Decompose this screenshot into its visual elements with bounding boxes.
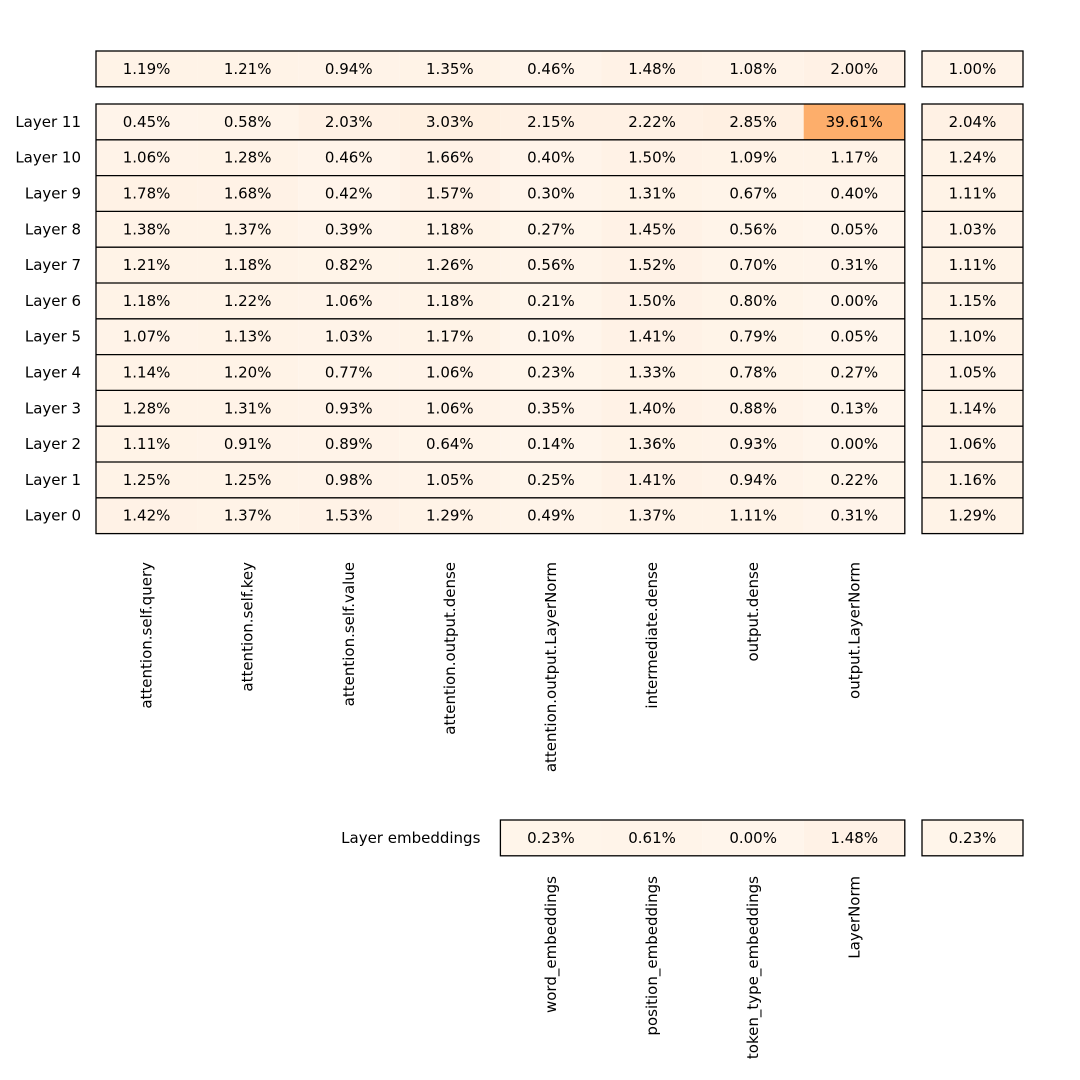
heatmap-value: 1.53%: [324, 506, 373, 525]
heatmap-value: 0.79%: [729, 327, 777, 346]
row-label: Layer 7: [24, 256, 81, 275]
heatmap-value: 1.21%: [122, 256, 171, 275]
heatmap-value: 0.98%: [324, 470, 373, 489]
heatmap-value: 1.38%: [122, 220, 171, 239]
heatmap-value: 0.93%: [324, 399, 373, 418]
heatmap-value: 0.05%: [830, 220, 879, 239]
row-label: Layer 0: [24, 506, 81, 525]
heatmap-value: 0.56%: [729, 220, 777, 239]
heatmap-value: 1.68%: [223, 184, 272, 203]
heatmap-value: 0.82%: [324, 256, 373, 275]
heatmap-value: 1.36%: [628, 435, 676, 454]
heatmap-value: 1.37%: [223, 220, 272, 239]
row-total-value: 1.03%: [948, 220, 997, 239]
heatmap-value: 0.56%: [527, 256, 575, 275]
heatmap-value: 1.52%: [628, 256, 676, 275]
column-label: output.LayerNorm: [845, 562, 864, 699]
heatmap-value: 0.80%: [729, 291, 777, 310]
heatmap-value: 2.85%: [729, 112, 777, 131]
column-label: attention.output.dense: [440, 562, 459, 735]
embedding-value: 1.48%: [830, 828, 879, 847]
row-label: Layer 10: [15, 148, 81, 167]
heatmap-value: 1.06%: [426, 363, 474, 382]
heatmap-value: 1.22%: [223, 291, 272, 310]
heatmap-value: 0.22%: [830, 470, 879, 489]
column-total-value: 1.21%: [223, 59, 272, 78]
heatmap-value: 0.25%: [527, 470, 575, 489]
heatmap-value: 1.29%: [426, 506, 474, 525]
heatmap-value: 1.33%: [628, 363, 676, 382]
heatmap-value: 0.13%: [830, 399, 879, 418]
heatmap-value: 0.64%: [426, 435, 474, 454]
heatmap-value: 0.42%: [324, 184, 373, 203]
column-total-value: 1.19%: [122, 59, 171, 78]
heatmap-value: 3.03%: [426, 112, 474, 131]
column-label: attention.output.LayerNorm: [541, 562, 560, 773]
row-total-value: 1.24%: [948, 148, 997, 167]
heatmap-value: 0.94%: [729, 470, 777, 489]
heatmap-value: 1.28%: [223, 148, 272, 167]
heatmap-value: 1.37%: [628, 506, 676, 525]
heatmap-value: 0.40%: [830, 184, 879, 203]
heatmap-value: 1.50%: [628, 291, 676, 310]
column-total-value: 1.08%: [729, 59, 777, 78]
heatmap-value: 0.40%: [527, 148, 575, 167]
row-total-value: 1.06%: [948, 435, 997, 454]
heatmap-value: 1.50%: [628, 148, 676, 167]
row-total-value: 1.16%: [948, 470, 997, 489]
row-label: Layer 4: [24, 363, 81, 382]
heatmap-value: 1.13%: [223, 327, 272, 346]
embedding-value: 0.23%: [527, 828, 575, 847]
row-label: Layer 9: [24, 184, 81, 203]
heatmap-value: 1.09%: [729, 148, 777, 167]
row-label: Layer 1: [24, 470, 81, 489]
heatmap-value: 1.45%: [628, 220, 676, 239]
heatmap-value: 1.41%: [628, 327, 676, 346]
heatmap-value: 1.18%: [122, 291, 171, 310]
column-label: attention.self.key: [238, 562, 257, 692]
row-label: Layer 6: [24, 291, 81, 310]
heatmap-value: 1.41%: [628, 470, 676, 489]
heatmap-value: 1.05%: [426, 470, 474, 489]
row-total-value: 2.04%: [948, 112, 997, 131]
heatmap-value: 1.28%: [122, 399, 171, 418]
column-label: attention.self.value: [339, 562, 358, 707]
heatmap-value: 0.77%: [324, 363, 373, 382]
heatmap-value: 0.23%: [527, 363, 575, 382]
heatmap-value: 1.06%: [426, 399, 474, 418]
heatmap-value: 2.22%: [628, 112, 676, 131]
embedding-value: 0.00%: [729, 828, 777, 847]
heatmap-value: 1.17%: [426, 327, 474, 346]
column-total-value: 1.35%: [426, 59, 474, 78]
heatmap-value: 1.17%: [830, 148, 879, 167]
embeddings-row-label: Layer embeddings: [341, 828, 481, 847]
heatmap-value: 1.18%: [426, 291, 474, 310]
heatmap-value: 0.14%: [527, 435, 575, 454]
row-total-value: 1.10%: [948, 327, 997, 346]
embeddings-column-label: position_embeddings: [643, 876, 662, 1036]
row-total-value: 1.11%: [948, 256, 997, 275]
column-label: output.dense: [744, 562, 763, 662]
heatmap-value: 0.45%: [122, 112, 171, 131]
heatmap-value: 1.11%: [122, 435, 171, 454]
heatmap-value: 39.61%: [825, 112, 883, 131]
row-total-value: 1.11%: [948, 184, 997, 203]
column-total-value: 1.48%: [628, 59, 676, 78]
heatmap-value: 1.25%: [223, 470, 272, 489]
heatmap-value: 0.67%: [729, 184, 777, 203]
heatmap-value: 0.78%: [729, 363, 777, 382]
heatmap-value: 0.49%: [527, 506, 575, 525]
heatmap-value: 1.06%: [122, 148, 171, 167]
heatmap-value: 0.21%: [527, 291, 575, 310]
row-label: Layer 8: [24, 220, 81, 239]
heatmap-value: 1.42%: [122, 506, 171, 525]
column-total-value: 0.94%: [324, 59, 373, 78]
heatmap-value: 0.35%: [527, 399, 575, 418]
embeddings-column-label: token_type_embeddings: [744, 876, 763, 1060]
heatmap-value: 1.37%: [223, 506, 272, 525]
row-total-value: 1.14%: [948, 399, 997, 418]
heatmap-value: 1.18%: [223, 256, 272, 275]
heatmap-value: 1.11%: [729, 506, 777, 525]
embedding-value: 0.61%: [628, 828, 676, 847]
heatmap-value: 0.31%: [830, 506, 879, 525]
heatmap-value: 0.27%: [527, 220, 575, 239]
heatmap-value: 1.31%: [628, 184, 676, 203]
heatmap-value: 0.39%: [324, 220, 373, 239]
embeddings-column-label: word_embeddings: [541, 876, 560, 1014]
heatmap-value: 0.10%: [527, 327, 575, 346]
heatmap-value: 1.03%: [324, 327, 373, 346]
row-total-value: 1.29%: [948, 506, 997, 525]
heatmap-value: 0.70%: [729, 256, 777, 275]
row-label: Layer 3: [24, 399, 81, 418]
embeddings-total-value: 0.23%: [948, 828, 997, 847]
heatmap-value: 0.27%: [830, 363, 879, 382]
column-total-value: 0.46%: [527, 59, 575, 78]
heatmap-value: 1.18%: [426, 220, 474, 239]
embeddings-column-label: LayerNorm: [845, 876, 864, 959]
heatmap-value: 0.93%: [729, 435, 777, 454]
column-label: intermediate.dense: [643, 562, 662, 709]
column-label: attention.self.query: [137, 562, 156, 709]
row-label: Layer 2: [24, 435, 81, 454]
heatmap-value: 1.25%: [122, 470, 171, 489]
row-label: Layer 11: [15, 112, 81, 131]
heatmap-value: 1.31%: [223, 399, 272, 418]
heatmap-value: 0.89%: [324, 435, 373, 454]
heatmap-value: 0.58%: [223, 112, 272, 131]
heatmap-value: 1.66%: [426, 148, 474, 167]
heatmap-value: 0.91%: [223, 435, 272, 454]
row-total-value: 1.05%: [948, 363, 997, 382]
heatmap-value: 0.00%: [830, 291, 879, 310]
heatmap-value: 0.00%: [830, 435, 879, 454]
heatmap-value: 1.20%: [223, 363, 272, 382]
heatmap-value: 0.05%: [830, 327, 879, 346]
column-total-value: 2.00%: [830, 59, 879, 78]
row-label: Layer 5: [24, 327, 81, 346]
heatmap-value: 2.15%: [527, 112, 575, 131]
row-total-value: 1.15%: [948, 291, 997, 310]
heatmap-value: 0.88%: [729, 399, 777, 418]
heatmap-value: 1.06%: [324, 291, 373, 310]
heatmap-value: 1.26%: [426, 256, 474, 275]
heatmap-value: 1.40%: [628, 399, 676, 418]
heatmap-value: 1.14%: [122, 363, 171, 382]
heatmap-value: 1.57%: [426, 184, 474, 203]
grand-total-value: 1.00%: [948, 59, 997, 78]
heatmap-value: 2.03%: [324, 112, 373, 131]
heatmap-value: 0.31%: [830, 256, 879, 275]
heatmap-value: 0.30%: [527, 184, 575, 203]
heatmap-value: 0.46%: [324, 148, 373, 167]
heatmap-value: 1.07%: [122, 327, 171, 346]
heatmap-value: 1.78%: [122, 184, 171, 203]
